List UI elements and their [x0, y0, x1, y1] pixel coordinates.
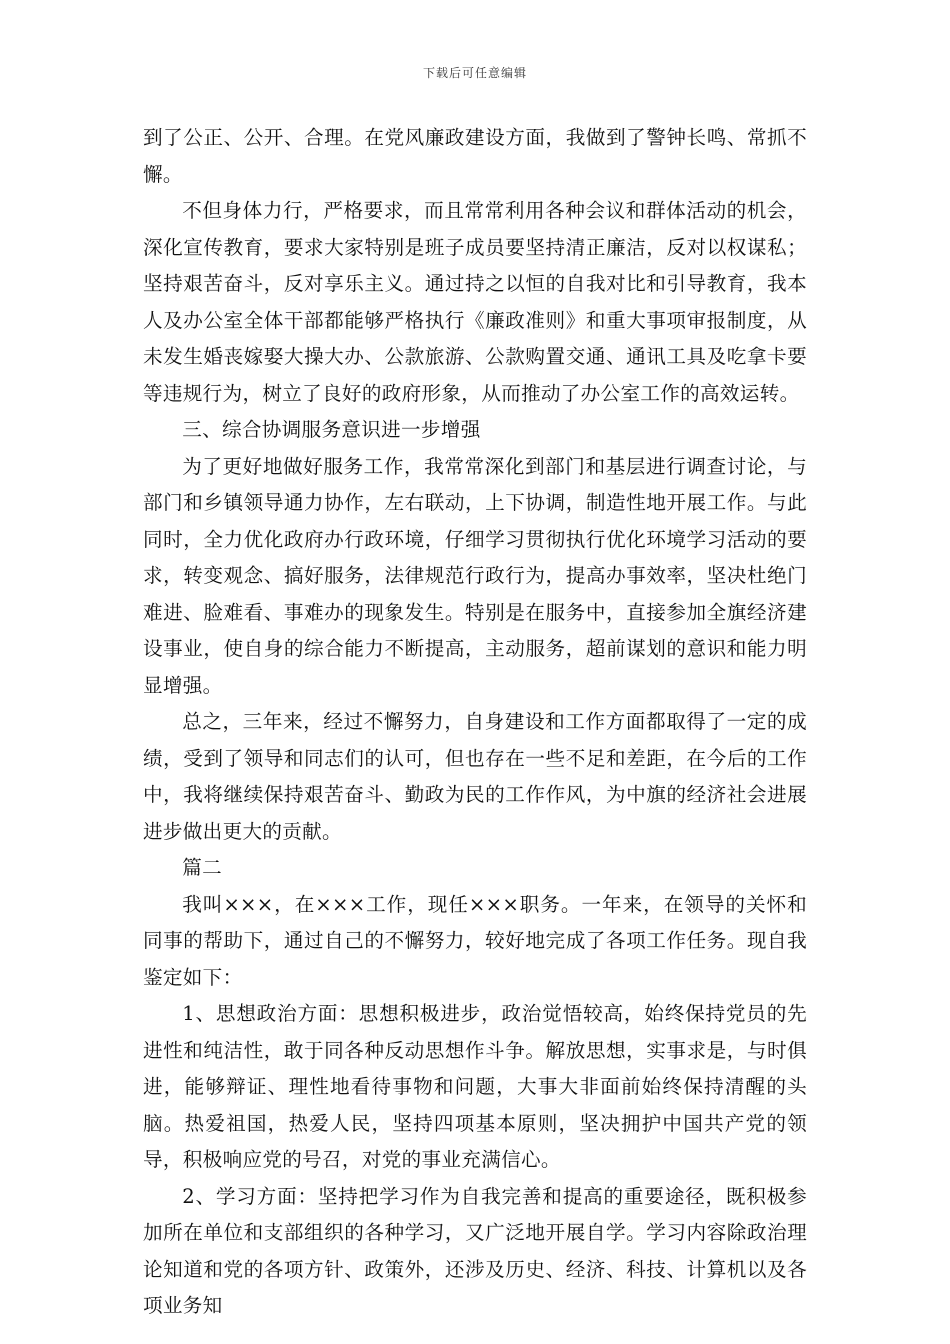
- section-heading-coordination: 三、综合协调服务意识进一步增强: [182, 418, 481, 441]
- section-heading-part-two: 篇二: [182, 856, 222, 879]
- paragraph-self-intro: 我叫×××，在×××工作，现任×××职务。一年来，在领导的关怀和同事的帮助下，通过自己的不懈努力，较好地完成了各项工作任务。现自我鉴定如下：: [143, 892, 807, 989]
- page-header: 下载后可任意编辑: [422, 66, 527, 80]
- paragraph-integrity: 不但身体力行，严格要求，而且常常利用各种会议和群体活动的机会，深化宣传教育，要求大家特别是班子成员要坚持清正廉洁，反对以权谋私；坚持艰苦奋斗，反对享乐主义。通过持之以恒的自我对比和引导教育，我本人及办公室全体干部都能够严格执行《廉政准则》和重大事项审报制度，从未发生婚丧嫁娶大操大办、公款旅游、公款购置交通、通讯工具及吃拿卡要等违规行为，树立了良好的政府形象，从而推动了办公室工作的高效运转。: [143, 199, 807, 405]
- paragraph-continuation: 到了公正、公开、合理。在党风廉政建设方面，我做到了警钟长鸣、常抓不懈。: [143, 126, 807, 186]
- paragraph-summary: 总之，三年来，经过不懈努力，自身建设和工作方面都取得了一定的成绩，受到了领导和同志们的认可，但也存在一些不足和差距，在今后的工作中，我将继续保持艰苦奋斗、勤政为民的工作作风，为中旗的经济社会进展进步做出更大的贡献。: [143, 710, 807, 843]
- paragraph-political: 1、思想政治方面：思想积极进步，政治觉悟较高，始终保持党员的先进性和纯洁性，敢于同各种反动思想作斗争。解放思想，实事求是，与时俱进，能够辩证、理性地看待事物和问题，大事大非面前始终保持清醒的头脑。热爱祖国，热爱人民，坚持四项基本原则，坚决拥护中国共产党的领导，积极响应党的号召，对党的事业充满信心。: [143, 1002, 807, 1171]
- paragraph-study: 2、学习方面：坚持把学习作为自我完善和提高的重要途径，既积极参加所在单位和支部组织的各种学习，又广泛地开展自学。学习内容除政治理论知道和党的各项方针、政策外，还涉及历史、经济、科技、计算机以及各项业务知: [143, 1184, 807, 1317]
- document-body: [143, 120, 807, 1325]
- paragraph-service: 为了更好地做好服务工作，我常常深化到部门和基层进行调查讨论，与部门和乡镇领导通力协作，左右联动，上下协调，制造性地开展工作。与此同时，全力优化政府办行政环境，仔细学习贯彻执行优化环境学习活动的要求，转变观念、搞好服务，法律规范行政行为，提高办事效率，坚决杜绝门难进、脸难看、事难办的现象发生。特别是在服务中，直接参加全旗经济建设事业，使自身的综合能力不断提高，主动服务，超前谋划的意识和能力明显增强。: [143, 454, 807, 697]
